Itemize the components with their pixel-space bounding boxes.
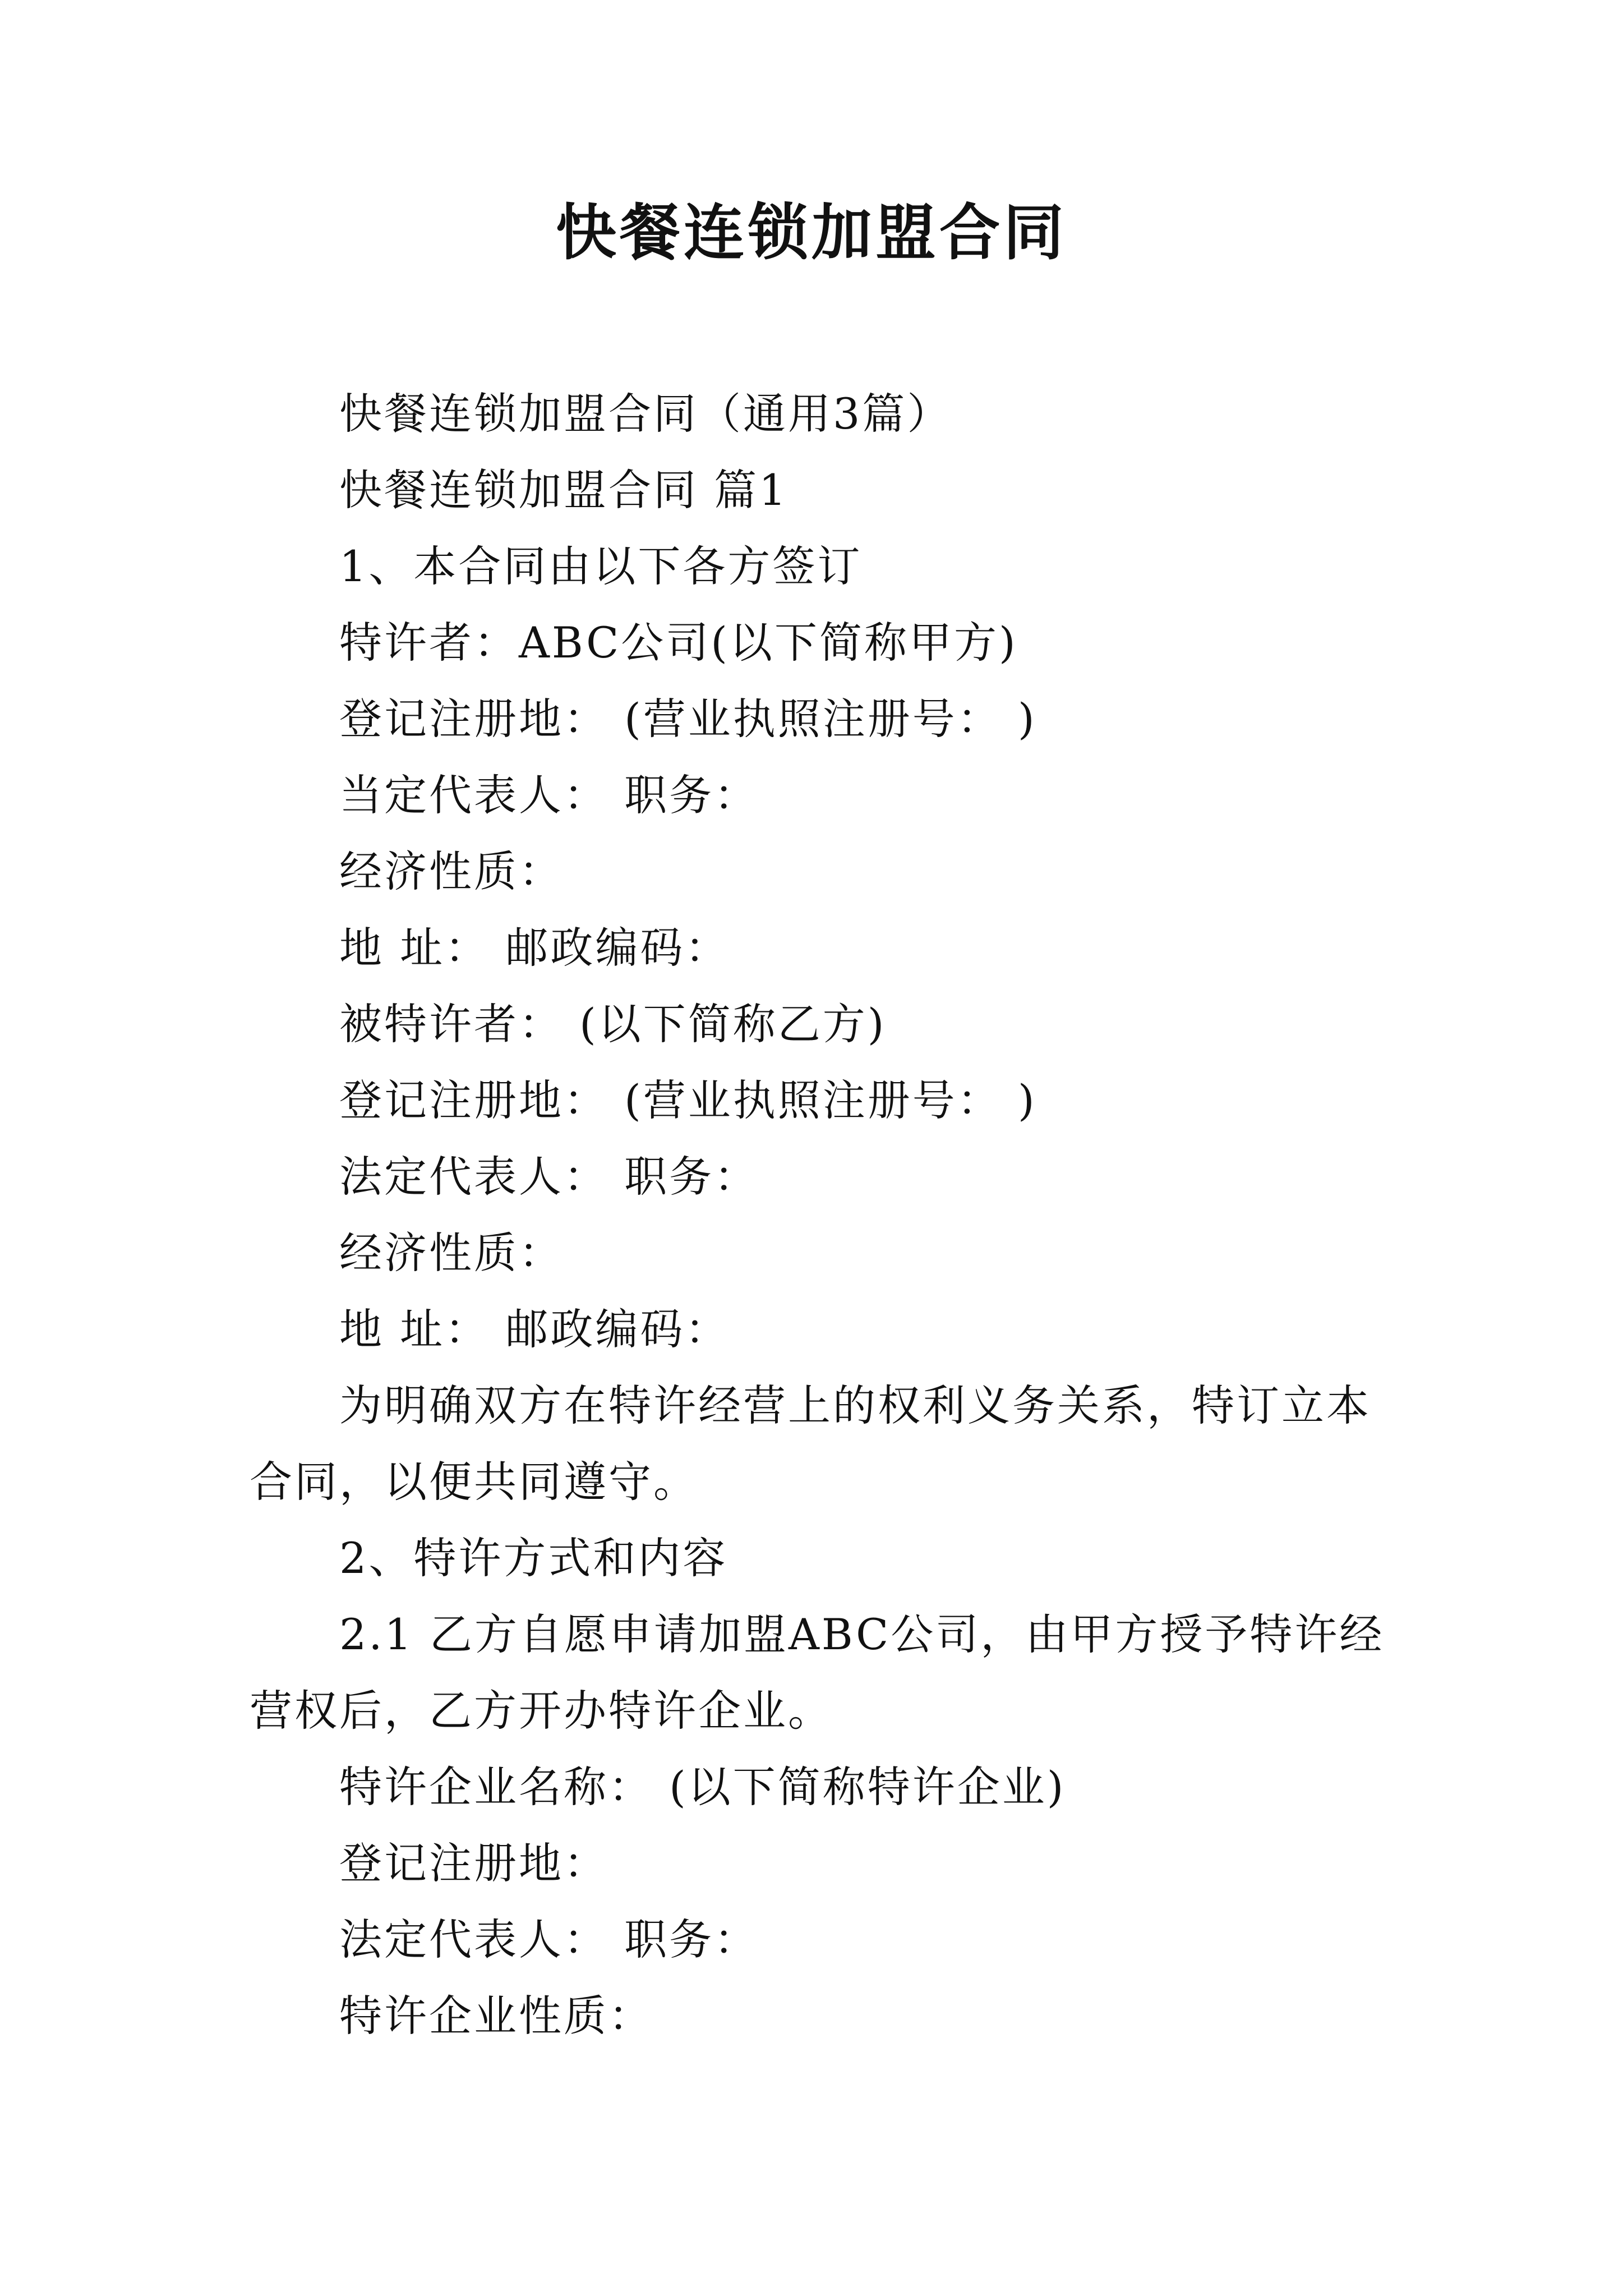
- paragraph-enterprise-name: 特许企业名称： (以下简称特许企业): [339, 1762, 1066, 1812]
- paragraph-purpose: 为明确双方在特许经营上的权利义务关系，特订立本合同，以便共同遵守。: [250, 1381, 1371, 1507]
- document-title: 快餐连锁加盟合同: [555, 197, 1067, 268]
- paragraph-franchisee-registration: 登记注册地： (营业执照注册号： ): [339, 1075, 1037, 1125]
- paragraph-franchisee-representative: 法定代表人： 职务：: [339, 1152, 759, 1202]
- paragraph-franchisor-representative: 当定代表人： 职务：: [339, 770, 759, 820]
- paragraph-franchisor-nature: 经济性质：: [339, 846, 564, 896]
- paragraph-franchisee-nature: 经济性质：: [339, 1228, 564, 1278]
- paragraph-franchisor-address: 地 址： 邮政编码：: [339, 923, 730, 973]
- paragraph-franchisee-address: 地 址： 邮政编码：: [339, 1304, 730, 1354]
- paragraph-enterprise-representative: 法定代表人： 职务：: [339, 1915, 759, 1964]
- paragraph-enterprise-nature: 特许企业性质：: [339, 1991, 653, 2041]
- paragraph-clause-1: 1、本合同由以下各方签订: [339, 541, 863, 591]
- paragraph-clause-2-1: 2.1 乙方自愿申请加盟ABC公司，由甲方授予特许经营权后，乙方开办特许企业。: [250, 1609, 1385, 1736]
- paragraph-subtitle: 快餐连锁加盟合同（通用3篇）: [339, 389, 952, 439]
- document-body: [250, 376, 1388, 2054]
- paragraph-franchisor-registration: 登记注册地： (营业执照注册号： ): [339, 694, 1037, 744]
- paragraph-franchisee: 被特许者： (以下简称乙方): [339, 999, 887, 1049]
- paragraph-franchisor: 特许者：ABC公司(以下简称甲方): [339, 618, 1018, 668]
- paragraph-clause-2: 2、特许方式和内容: [339, 1533, 728, 1583]
- paragraph-section-heading: 快餐连锁加盟合同 篇1: [339, 465, 789, 515]
- paragraph-enterprise-registration: 登记注册地：: [339, 1838, 608, 1888]
